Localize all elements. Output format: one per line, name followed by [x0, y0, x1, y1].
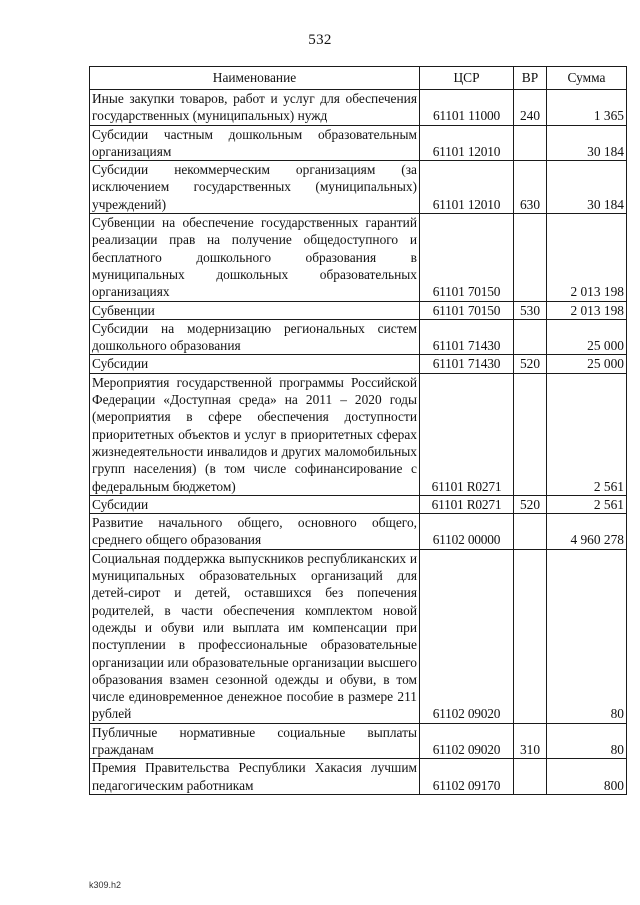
row-name: Социальная поддержка выпускников республиканских и муниципальных образовательных организаций для детей-сирот и детей, оставшихся без попечения родителей, в части обеспечения комплектом новой одежды и обуви или выплата им компенсации при поступлении в профессиональные образовательные организации или образовательные организации высшего образования взамен сезонной одежды и обуви, в том числе единовременное денежное пособие в размере 211 рублей [90, 549, 420, 723]
row-sum: 4 960 278 [547, 514, 627, 550]
table-row [90, 514, 627, 550]
row-csr: 61101 12010 [420, 125, 514, 161]
row-csr: 61102 09020 [420, 723, 514, 759]
table-row [90, 549, 627, 723]
row-csr: 61102 09020 [420, 549, 514, 723]
table-row [90, 301, 627, 319]
table-row [90, 355, 627, 373]
row-name: Субвенции на обеспечение государственных гарантий реализации прав на получение общедоступного и бесплатного дошкольного образования в муниципальных дошкольных образовательных организациях [90, 214, 420, 301]
row-name: Субвенции [90, 301, 420, 319]
row-name: Субсидии [90, 355, 420, 373]
table-row [90, 125, 627, 161]
table-row [90, 319, 627, 355]
row-vr: 520 [514, 495, 547, 513]
row-name: Субсидии некоммерческим организациям (за исключением государственных (муниципальных) учреждений) [90, 161, 420, 214]
row-name: Публичные нормативные социальные выплаты гражданам [90, 723, 420, 759]
header-sum: Сумма [547, 67, 627, 90]
row-vr [514, 125, 547, 161]
row-csr: 61101 12010 [420, 161, 514, 214]
row-name: Развитие начального общего, основного общего, среднего общего образования [90, 514, 420, 550]
row-name: Субсидии частным дошкольным образовательным организациям [90, 125, 420, 161]
row-sum: 30 184 [547, 161, 627, 214]
row-sum: 2 013 198 [547, 301, 627, 319]
header-vr: ВР [514, 67, 547, 90]
row-sum: 2 013 198 [547, 214, 627, 301]
table-row [90, 161, 627, 214]
table-row [90, 495, 627, 513]
header-name: Наименование [90, 67, 420, 90]
row-csr: 61101 71430 [420, 319, 514, 355]
row-sum: 80 [547, 723, 627, 759]
row-vr [514, 759, 547, 795]
row-csr: 61101 70150 [420, 214, 514, 301]
footer-code: k309.h2 [89, 880, 122, 890]
row-sum: 25 000 [547, 319, 627, 355]
row-csr: 61102 00000 [420, 514, 514, 550]
table-header-row [90, 67, 627, 90]
row-vr [514, 549, 547, 723]
table-row [90, 373, 627, 495]
page-number: 532 [308, 32, 332, 48]
row-vr: 630 [514, 161, 547, 214]
row-csr: 61101 R0271 [420, 373, 514, 495]
row-sum: 1 365 [547, 90, 627, 126]
row-vr: 530 [514, 301, 547, 319]
row-csr: 61101 R0271 [420, 495, 514, 513]
row-name: Мероприятия государственной программы Российской Федерации «Доступная среда» на 2011 – 2020 годы (мероприятия в сфере обеспечения доступности приоритетных объектов и услуг в приоритетных сферах жизнедеятельности инвалидов и других маломобильных групп населения) (в том числе софинансирование с федеральным бюджетом) [90, 373, 420, 495]
row-csr: 61101 70150 [420, 301, 514, 319]
row-csr: 61102 09170 [420, 759, 514, 795]
row-csr: 61101 11000 [420, 90, 514, 126]
row-sum: 25 000 [547, 355, 627, 373]
header-csr: ЦСР [420, 67, 514, 90]
row-sum: 80 [547, 549, 627, 723]
table-row [90, 723, 627, 759]
table-row [90, 90, 627, 126]
row-sum: 800 [547, 759, 627, 795]
row-vr [514, 319, 547, 355]
row-name: Субсидии на модернизацию региональных систем дошкольного образования [90, 319, 420, 355]
row-vr [514, 373, 547, 495]
row-csr: 61101 71430 [420, 355, 514, 373]
row-sum: 2 561 [547, 373, 627, 495]
table-row [90, 759, 627, 795]
row-vr [514, 514, 547, 550]
row-name: Субсидии [90, 495, 420, 513]
row-vr [514, 214, 547, 301]
row-vr: 240 [514, 90, 547, 126]
budget-table [89, 66, 627, 795]
row-name: Иные закупки товаров, работ и услуг для обеспечения государственных (муниципальных) нужд [90, 90, 420, 126]
table-row [90, 214, 627, 301]
row-sum: 2 561 [547, 495, 627, 513]
row-vr: 520 [514, 355, 547, 373]
row-name: Премия Правительства Республики Хакасия лучшим педагогическим работникам [90, 759, 420, 795]
row-sum: 30 184 [547, 125, 627, 161]
row-vr: 310 [514, 723, 547, 759]
